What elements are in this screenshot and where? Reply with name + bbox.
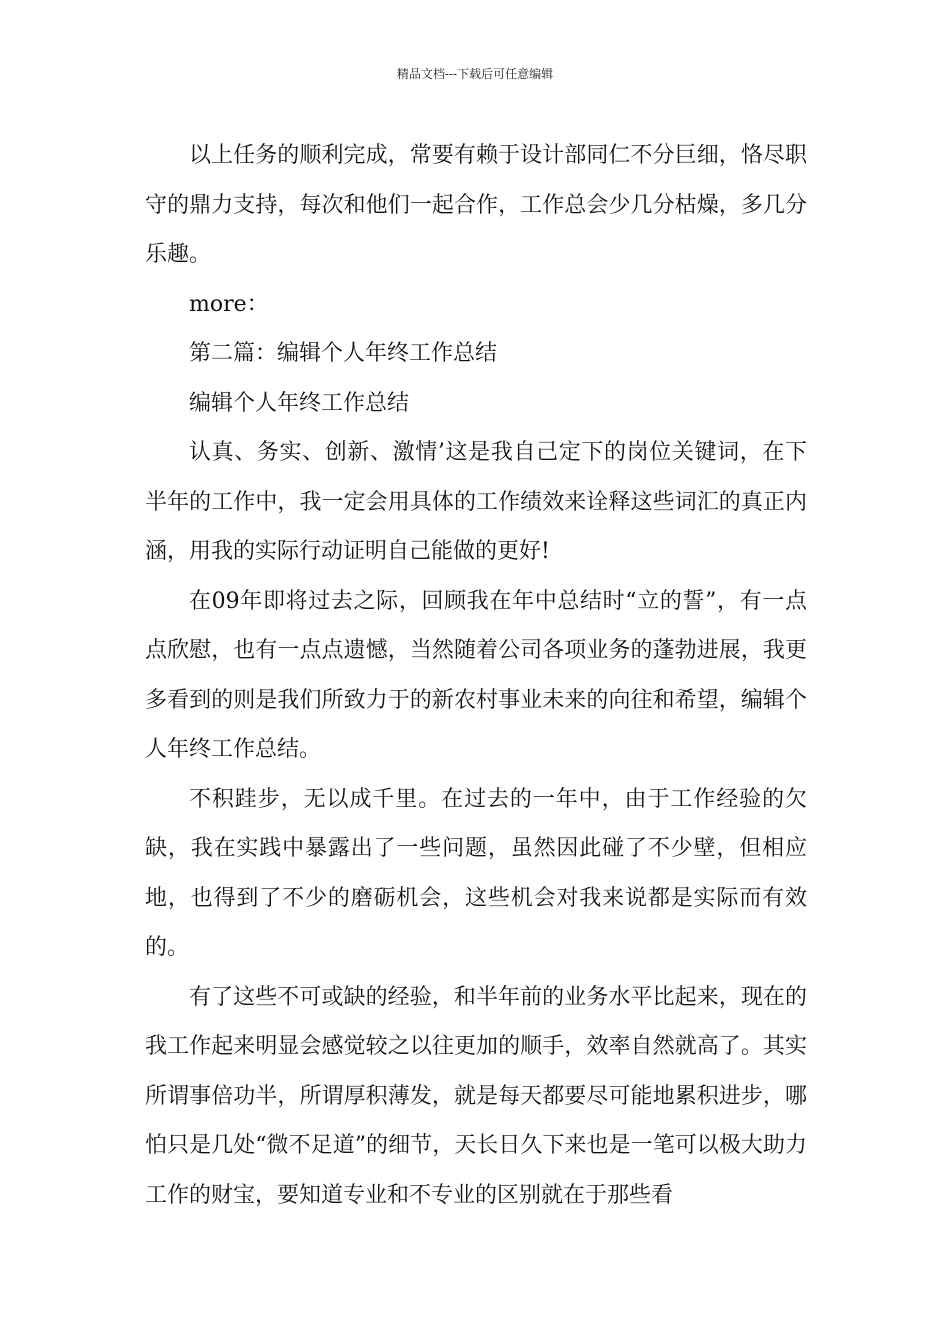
page-header: 精品文档---下载后可任意编辑 — [396, 67, 554, 81]
paragraph-more: more： — [189, 291, 269, 317]
paragraph-experience: 不积跬步，无以成千里。在过去的一年中，由于工作经验的欠缺，我在实践中暴露出了一些问题，虽然因此碰了不少壁，但相应地，也得到了不少的磨砺机会，这些机会对我来说都是实际而有效的。 — [145, 786, 807, 960]
section-heading: 第二篇：编辑个人年终工作总结 — [189, 341, 498, 366]
paragraph-progress: 有了这些不可或缺的经验，和半年前的业务水平比起来，现在的我工作起来明显会感觉较之以往更加的顺手，效率自然就高了。其实所谓事倍功半，所谓厚积薄发，就是每天都要尽可能地累积进步，哪怕只是几处“微不足道”的细节，天长日久下来也是一笔可以极大助力工作的财宝，要知道专业和不专业的区别就在于那些看 — [145, 984, 807, 1208]
paragraph-review: 在09年即将过去之际，回顾我在年中总结时“立的誓”，有一点点欣慰，也有一点点遗憾，当然随着公司各项业务的蓬勃进展，我更多看到的则是我们所致力于的新农村事业未来的向往和希望，编辑个人年终工作总结。 — [145, 588, 807, 762]
section-subtitle: 编辑个人年终工作总结 — [189, 390, 410, 416]
paragraph-keywords: 认真、务实、创新、激情’这是我自己定下的岗位关键词，在下半年的工作中，我一定会用具体的工作绩效来诠释这些词汇的真正内涵，用我的实际行动证明自己能做的更好! — [145, 440, 807, 564]
paragraph-task-completion: 以上任务的顺利完成，常要有赖于设计部同仁不分巨细，恪尽职守的鼎力支持，每次和他们一起合作，工作总会少几分枯燥，多几分乐趣。 — [145, 143, 807, 267]
document-body — [145, 131, 807, 1220]
